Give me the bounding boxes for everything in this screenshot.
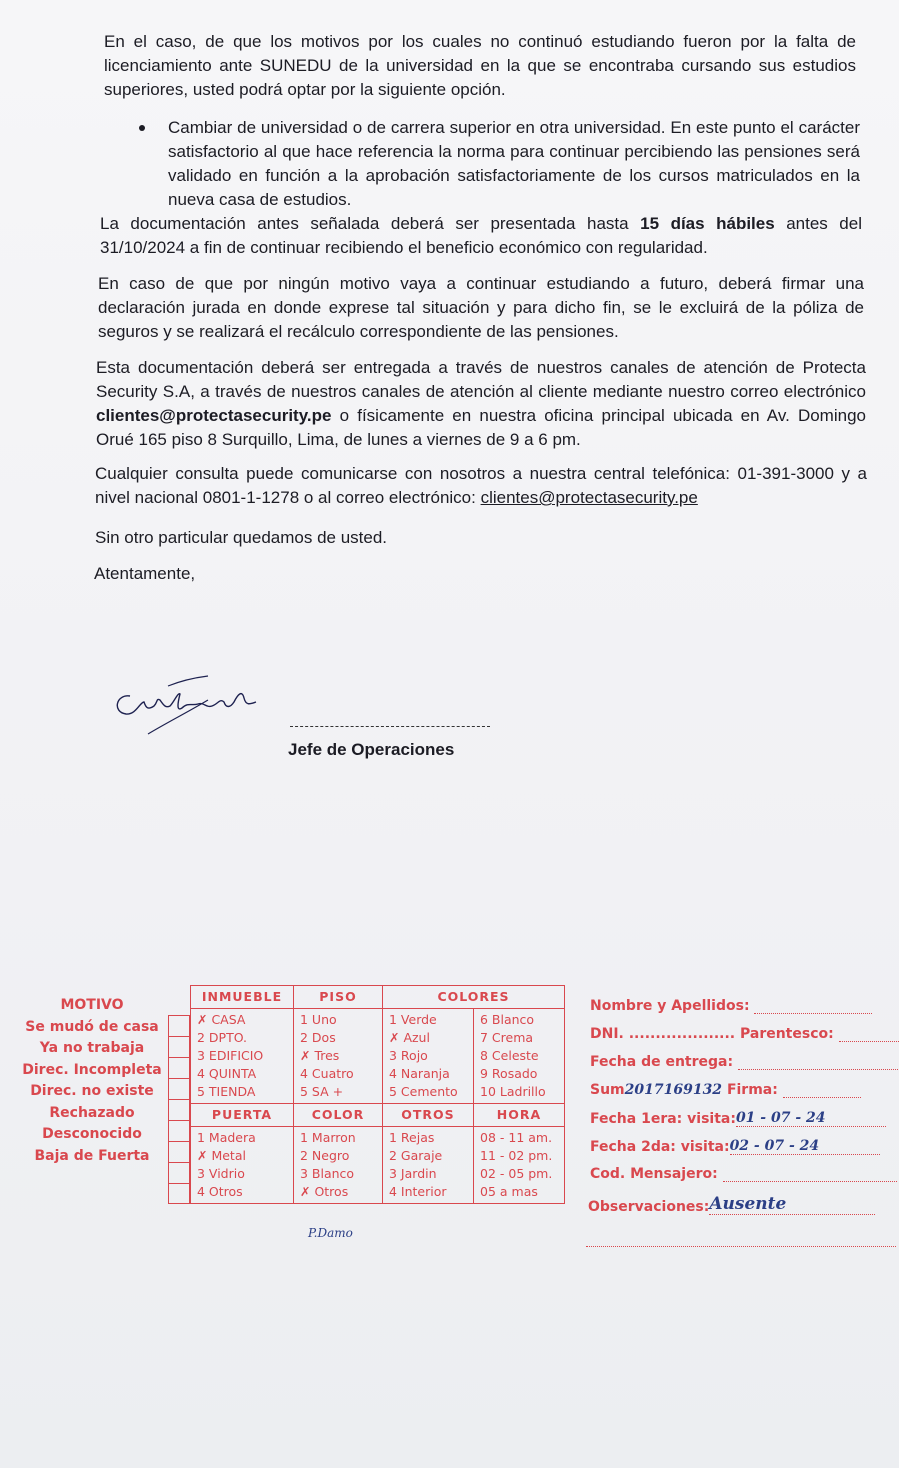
colores-options-a xyxy=(383,1009,474,1104)
paragraph-plazo-a: La documentación antes señalada deberá ser presentada hasta xyxy=(100,214,641,233)
inmueble-option[interactable]: ✗ CASA xyxy=(197,1012,246,1027)
inmueble-options xyxy=(191,1009,294,1104)
motivo-item: Ya no trabaja xyxy=(39,1040,145,1056)
handwritten-signature xyxy=(108,672,268,742)
otros-option[interactable]: 4 Interior xyxy=(389,1184,447,1199)
motivo-item: Desconocido xyxy=(42,1126,142,1142)
piso-option[interactable]: 4 Cuatro xyxy=(300,1066,354,1081)
motivo-checkbox[interactable] xyxy=(168,1099,190,1120)
field-observaciones-value[interactable]: Ausente xyxy=(709,1194,875,1215)
puerta-option[interactable]: 1 Madera xyxy=(197,1130,256,1145)
observaciones-extra-line xyxy=(586,1246,896,1247)
paragraph-plazo-bold: 15 días hábiles xyxy=(640,214,775,233)
field-nombre xyxy=(590,998,872,1014)
inmueble-option[interactable]: 2 DPTO. xyxy=(197,1030,248,1045)
color-options xyxy=(294,1127,383,1204)
paragraph-atentamente xyxy=(94,562,864,586)
paragraph-declaracion-text: En caso de que por ningún motivo vaya a continuar estudiando a futuro, deberá firmar una declaración jurada en donde exprese tal situación y para dicho fin, se le excluirá de la póliza de seguros y se realizará el recálculo correspondiente de las pensiones. xyxy=(98,274,864,341)
otros-option[interactable]: 2 Garaje xyxy=(389,1148,443,1163)
door-color-option[interactable]: 3 Blanco xyxy=(300,1166,355,1181)
field-dni xyxy=(590,1026,899,1042)
motivo-checkbox[interactable] xyxy=(168,1057,190,1078)
hora-options xyxy=(474,1127,565,1204)
color-option[interactable]: 8 Celeste xyxy=(480,1048,539,1063)
piso-option[interactable]: 1 Uno xyxy=(300,1012,337,1027)
motivo-checkbox[interactable] xyxy=(168,1141,190,1162)
paragraph-entrega-b: o físicamente en nuestra oficina principal ubicada en Av. Domingo Orué 165 piso 8 Surquillo, Lima, de lunes a viernes de 9 a 6 pm. xyxy=(96,406,866,449)
paragraph-plazo-b: antes del 31/10/2024 a fin de continuar recibiendo el beneficio económico con regularidad. xyxy=(100,214,862,257)
paragraph-consulta-a: Cualquier consulta puede comunicarse con nosotros a nuestra central telefónica: 01-391-3000 y a nivel nacional 0801-1-1278 o al correo electrónico: xyxy=(95,464,867,507)
field-nombre-line[interactable] xyxy=(754,1013,872,1014)
header-piso: PISO xyxy=(294,986,383,1009)
puerta-option[interactable]: ✗ Metal xyxy=(197,1148,246,1163)
paragraph-entrega xyxy=(96,356,866,452)
hora-option[interactable]: 02 - 05 pm. xyxy=(480,1166,553,1181)
motivo-checkbox[interactable] xyxy=(168,1183,190,1204)
handwritten-initials: P.Damo xyxy=(308,1226,353,1240)
field-nombre-label: Nombre y Apellidos: xyxy=(590,998,750,1014)
field-firma-line[interactable] xyxy=(783,1097,861,1098)
paragraph-sunedu xyxy=(104,30,856,102)
bullet-item-text: Cambiar de universidad o de carrera superior en otra universidad. En este punto el carácter satisfactorio al que hace referencia la norma para continuar percibiendo las pensiones será validado en función a la aprobación satisfactoriamente de los cursos matriculados en la nueva casa de estudios. xyxy=(168,118,860,209)
color-option[interactable]: 4 Naranja xyxy=(389,1066,450,1081)
color-option[interactable]: 7 Crema xyxy=(480,1030,534,1045)
header-inmueble: INMUEBLE xyxy=(191,986,294,1009)
door-color-option[interactable]: 1 Marron xyxy=(300,1130,356,1145)
piso-options xyxy=(294,1009,383,1104)
bullet-dot xyxy=(139,125,145,131)
hora-option[interactable]: 08 - 11 am. xyxy=(480,1130,553,1145)
field-sum-label: Sum xyxy=(590,1082,625,1098)
puerta-option[interactable]: 3 Vidrio xyxy=(197,1166,245,1181)
field-observaciones-label: Observaciones: xyxy=(588,1199,710,1215)
piso-option[interactable]: 2 Dos xyxy=(300,1030,336,1045)
inmueble-option[interactable]: 4 QUINTA xyxy=(197,1066,257,1081)
bullet-item-cambiar xyxy=(168,116,860,212)
field-firma-label: Firma: xyxy=(726,1082,778,1098)
color-option[interactable]: ✗ Azul xyxy=(389,1030,430,1045)
puerta-options xyxy=(191,1127,294,1204)
paragraph-entrega-a: Esta documentación deberá ser entregada a través de nuestros canales de atención de Protecta Security S.A, a través de nuestros canales de atención al cliente mediante nuestro correo electrónico xyxy=(96,358,866,401)
colores-options-b xyxy=(474,1009,565,1104)
motivo-item: Baja de Fuerta xyxy=(34,1147,150,1164)
motivo-checkbox[interactable] xyxy=(168,1078,190,1099)
color-option[interactable]: 5 Cemento xyxy=(389,1084,458,1099)
field-visita2-label: Fecha 2da: visita: xyxy=(590,1139,730,1155)
field-mensajero-line[interactable] xyxy=(723,1181,897,1182)
field-dni-label: DNI. .................... xyxy=(590,1026,736,1042)
piso-option[interactable]: 5 SA + xyxy=(300,1084,344,1099)
color-option[interactable]: 9 Rosado xyxy=(480,1066,538,1081)
otros-options xyxy=(383,1127,474,1204)
paragraph-declaracion xyxy=(98,272,864,344)
color-option[interactable]: 6 Blanco xyxy=(480,1012,535,1027)
field-parentesco-line[interactable] xyxy=(839,1041,899,1042)
header-puerta: PUERTA xyxy=(191,1104,294,1127)
field-visita2-value[interactable]: 02 - 07 - 24 xyxy=(730,1138,880,1155)
signature-title: Jefe de Operaciones xyxy=(288,740,455,759)
color-option[interactable]: 10 Ladrillo xyxy=(480,1084,546,1099)
field-suministro xyxy=(590,1082,861,1098)
field-fecha-entrega xyxy=(590,1054,899,1070)
paragraph-consulta xyxy=(95,462,867,510)
stamp-grid xyxy=(190,985,565,1204)
header-color: COLOR xyxy=(294,1104,383,1127)
inmueble-option[interactable]: 5 TIENDA xyxy=(197,1084,256,1099)
email-bold: clientes@protectasecurity.pe xyxy=(96,406,332,425)
paragraph-sunedu-text: En el caso, de que los motivos por los cuales no continuó estudiando fueron por la falta de licenciamiento ante SUNEDU de la universidad en la que se encontraba cursando sus estudios superiores, usted podrá optar por la siguiente opción. xyxy=(104,32,856,99)
paragraph-despedida xyxy=(95,526,865,550)
header-colores: COLORES xyxy=(383,986,565,1009)
field-parentesco-label: Parentesco: xyxy=(739,1026,834,1042)
motivo-checkbox[interactable] xyxy=(168,1015,190,1036)
field-fecha-entrega-line[interactable] xyxy=(738,1069,899,1070)
paragraph-atentamente-text: Atentamente, xyxy=(94,564,196,583)
paragraph-despedida-text: Sin otro particular quedamos de usted. xyxy=(95,528,388,547)
inmueble-option[interactable]: 3 EDIFICIO xyxy=(197,1048,264,1063)
hora-option[interactable]: 11 - 02 pm. xyxy=(480,1148,553,1163)
email-link[interactable]: clientes@protectasecurity.pe xyxy=(480,488,698,507)
otros-option[interactable]: 1 Rejas xyxy=(389,1130,435,1145)
otros-option[interactable]: 3 Jardin xyxy=(389,1166,437,1181)
motivo-checkbox[interactable] xyxy=(168,1120,190,1141)
color-option[interactable]: 3 Rojo xyxy=(389,1048,428,1063)
field-observaciones xyxy=(588,1194,875,1215)
motivo-checkboxes xyxy=(168,1015,190,1204)
puerta-option[interactable]: 4 Otros xyxy=(197,1184,243,1199)
field-visita-1 xyxy=(590,1110,886,1127)
motivo-checkbox[interactable] xyxy=(168,1036,190,1057)
color-option[interactable]: 1 Verde xyxy=(389,1012,437,1027)
motivo-title: MOTIVO xyxy=(60,997,124,1013)
piso-option[interactable]: ✗ Tres xyxy=(300,1048,340,1063)
paragraph-plazo xyxy=(100,212,862,260)
header-otros: OTROS xyxy=(383,1104,474,1127)
door-color-option[interactable]: ✗ Otros xyxy=(300,1184,349,1199)
field-mensajero-label: Cod. Mensajero: xyxy=(590,1166,718,1182)
motivo-item: Rechazado xyxy=(49,1104,135,1121)
field-visita-2 xyxy=(590,1138,880,1155)
motivo-checkbox[interactable] xyxy=(168,1162,190,1183)
motivo-item: Direc. no existe xyxy=(30,1083,154,1099)
field-fecha-entrega-label: Fecha de entrega: xyxy=(590,1054,734,1070)
motivo-list xyxy=(22,995,162,1167)
motivo-item: Direc. Incompleta xyxy=(22,1061,162,1078)
field-visita1-label: Fecha 1era: visita: xyxy=(590,1111,736,1127)
field-visita1-value[interactable]: 01 - 07 - 24 xyxy=(736,1110,886,1127)
signature-line xyxy=(290,726,490,727)
motivo-item: Se mudó de casa xyxy=(25,1018,159,1035)
field-mensajero xyxy=(590,1166,897,1182)
header-hora: HORA xyxy=(474,1104,565,1127)
hora-option[interactable]: 05 a mas xyxy=(480,1184,538,1199)
door-color-option[interactable]: 2 Negro xyxy=(300,1148,350,1163)
field-sum-value: 2017169132 xyxy=(624,1082,723,1098)
